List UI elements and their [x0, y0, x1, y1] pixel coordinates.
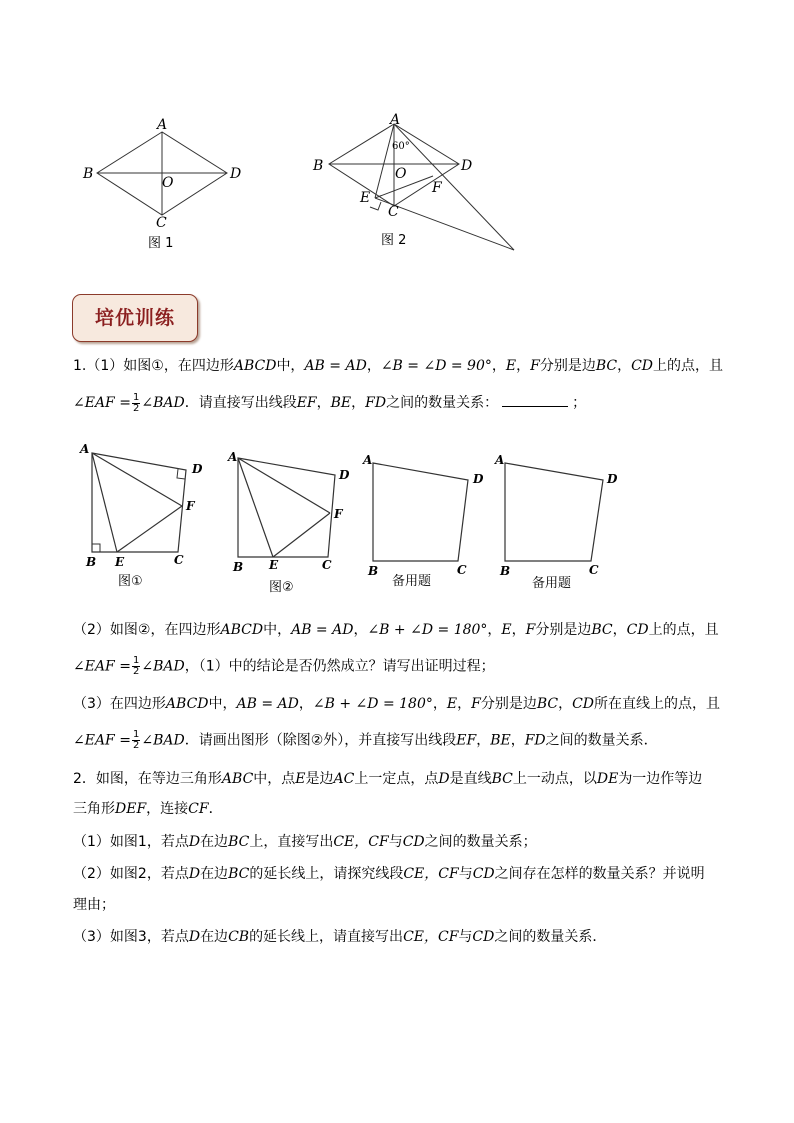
fig2-label-a: A	[390, 112, 401, 128]
p1-part3-line1: （3）在四边形ABCD中，AB = AD，∠B + ∠D = 180°，E，F分别是边BC，CD所在直线上的点，且	[73, 696, 721, 712]
p1f1-label-d: D	[192, 462, 203, 476]
p1f1-label-c: C	[174, 553, 184, 567]
p1f2-caption: 图②	[269, 580, 294, 595]
p1f4-label-d: D	[607, 472, 618, 486]
answer-blank[interactable]	[502, 392, 568, 407]
p2-line2: 三角形DEF，连接CF．	[73, 801, 223, 817]
p1-part1-line2: ∠EAF = $\frac{1}{2}$ ∠BAD．请直接写出线段EF，BE，FD之间的数量关系： ；	[73, 391, 587, 414]
p1-part2-line2: ∠EAF = $\frac{1}{2}$ ∠BAD，（1）中的结论是否仍然成立？请写出证明过程；	[73, 655, 495, 677]
fig1-label-b: B	[83, 166, 94, 182]
p1f3-label-a: A	[363, 453, 373, 467]
figure-2-rhombus-rotation	[305, 110, 525, 255]
p1f3-caption: 备用题	[392, 574, 432, 589]
p1-figure-3-spare	[360, 450, 495, 595]
p1f2-label-a: A	[228, 450, 238, 464]
p1f1-label-a: A	[80, 442, 90, 456]
p2-question-2-line1: （2）如图2，若点D在边BC的延长线上，请探究线段CE，CF与CD之间存在怎样的数量关系？并说明	[73, 866, 705, 882]
p1f2-label-b: B	[233, 560, 244, 574]
p1f2-label-f: F	[334, 507, 343, 521]
p1f3-label-c: C	[457, 563, 467, 577]
fig2-angle-label: 60°	[392, 141, 410, 152]
p1f1-label-e: E	[115, 555, 125, 569]
fig2-label-o: O	[395, 166, 407, 182]
section-badge-label: 培优训练	[94, 307, 175, 329]
p1f4-label-a: A	[495, 453, 505, 467]
p1-figure-1	[75, 440, 205, 590]
p1f3-label-b: B	[368, 564, 379, 578]
figure-1-rhombus	[80, 115, 250, 255]
p1f2-label-e: E	[269, 558, 279, 572]
fig2-caption: 图 2	[381, 233, 407, 248]
p1-part1-line1: 1.（1）如图①，在四边形ABCD中，AB = AD，∠B = ∠D = 90°，E，F分别是边BC，CD上的点，且	[73, 358, 724, 374]
p1f1-label-b: B	[86, 555, 97, 569]
section-badge	[72, 294, 198, 342]
p1f2-label-d: D	[339, 468, 350, 482]
p1-part2-line1: （2）如图②，在四边形ABCD中，AB = AD，∠B + ∠D = 180°，E，F分别是边BC，CD上的点，且	[73, 622, 719, 638]
p2-line1: 2．如图，在等边三角形ABC中，点E是边AC上一定点，点D是直线BC上一动点，以DE为一边作等边	[73, 771, 703, 787]
p1f4-label-c: C	[589, 563, 599, 577]
p1-part3-line2: ∠EAF = $\frac{1}{2}$ ∠BAD．请画出图形（除图②外），并直接写出线段EF，BE，FD之间的数量关系．	[73, 729, 658, 751]
fig1-label-c: C	[156, 215, 167, 231]
p1f1-caption: 图①	[118, 574, 143, 589]
p1f1-label-f: F	[186, 499, 195, 513]
fig1-label-o: O	[162, 175, 174, 191]
p1f4-label-b: B	[500, 564, 511, 578]
p1f2-label-c: C	[322, 558, 332, 572]
fig2-label-c: C	[388, 204, 399, 220]
fig2-label-d: D	[461, 158, 473, 174]
fig2-label-f: F	[432, 180, 442, 196]
p2-question-2-line2: 理由；	[73, 897, 115, 913]
p1-figure-4-spare	[492, 450, 627, 595]
p1f3-label-d: D	[473, 472, 484, 486]
fig2-label-e: E	[360, 190, 371, 206]
p1-figure-2	[225, 445, 360, 595]
fig1-caption: 图 1	[148, 236, 174, 251]
fig1-label-a: A	[157, 117, 168, 133]
fig2-label-b: B	[313, 158, 324, 174]
fig1-label-d: D	[230, 166, 242, 182]
p2-question-1: （1）如图1，若点D在边BC上，直接写出CE，CF与CD之间的数量关系；	[73, 834, 537, 850]
p2-question-3: （3）如图3，若点D在边CB的延长线上，请直接写出CE，CF与CD之间的数量关系．	[73, 929, 607, 945]
p1f4-caption: 备用题	[532, 576, 572, 591]
